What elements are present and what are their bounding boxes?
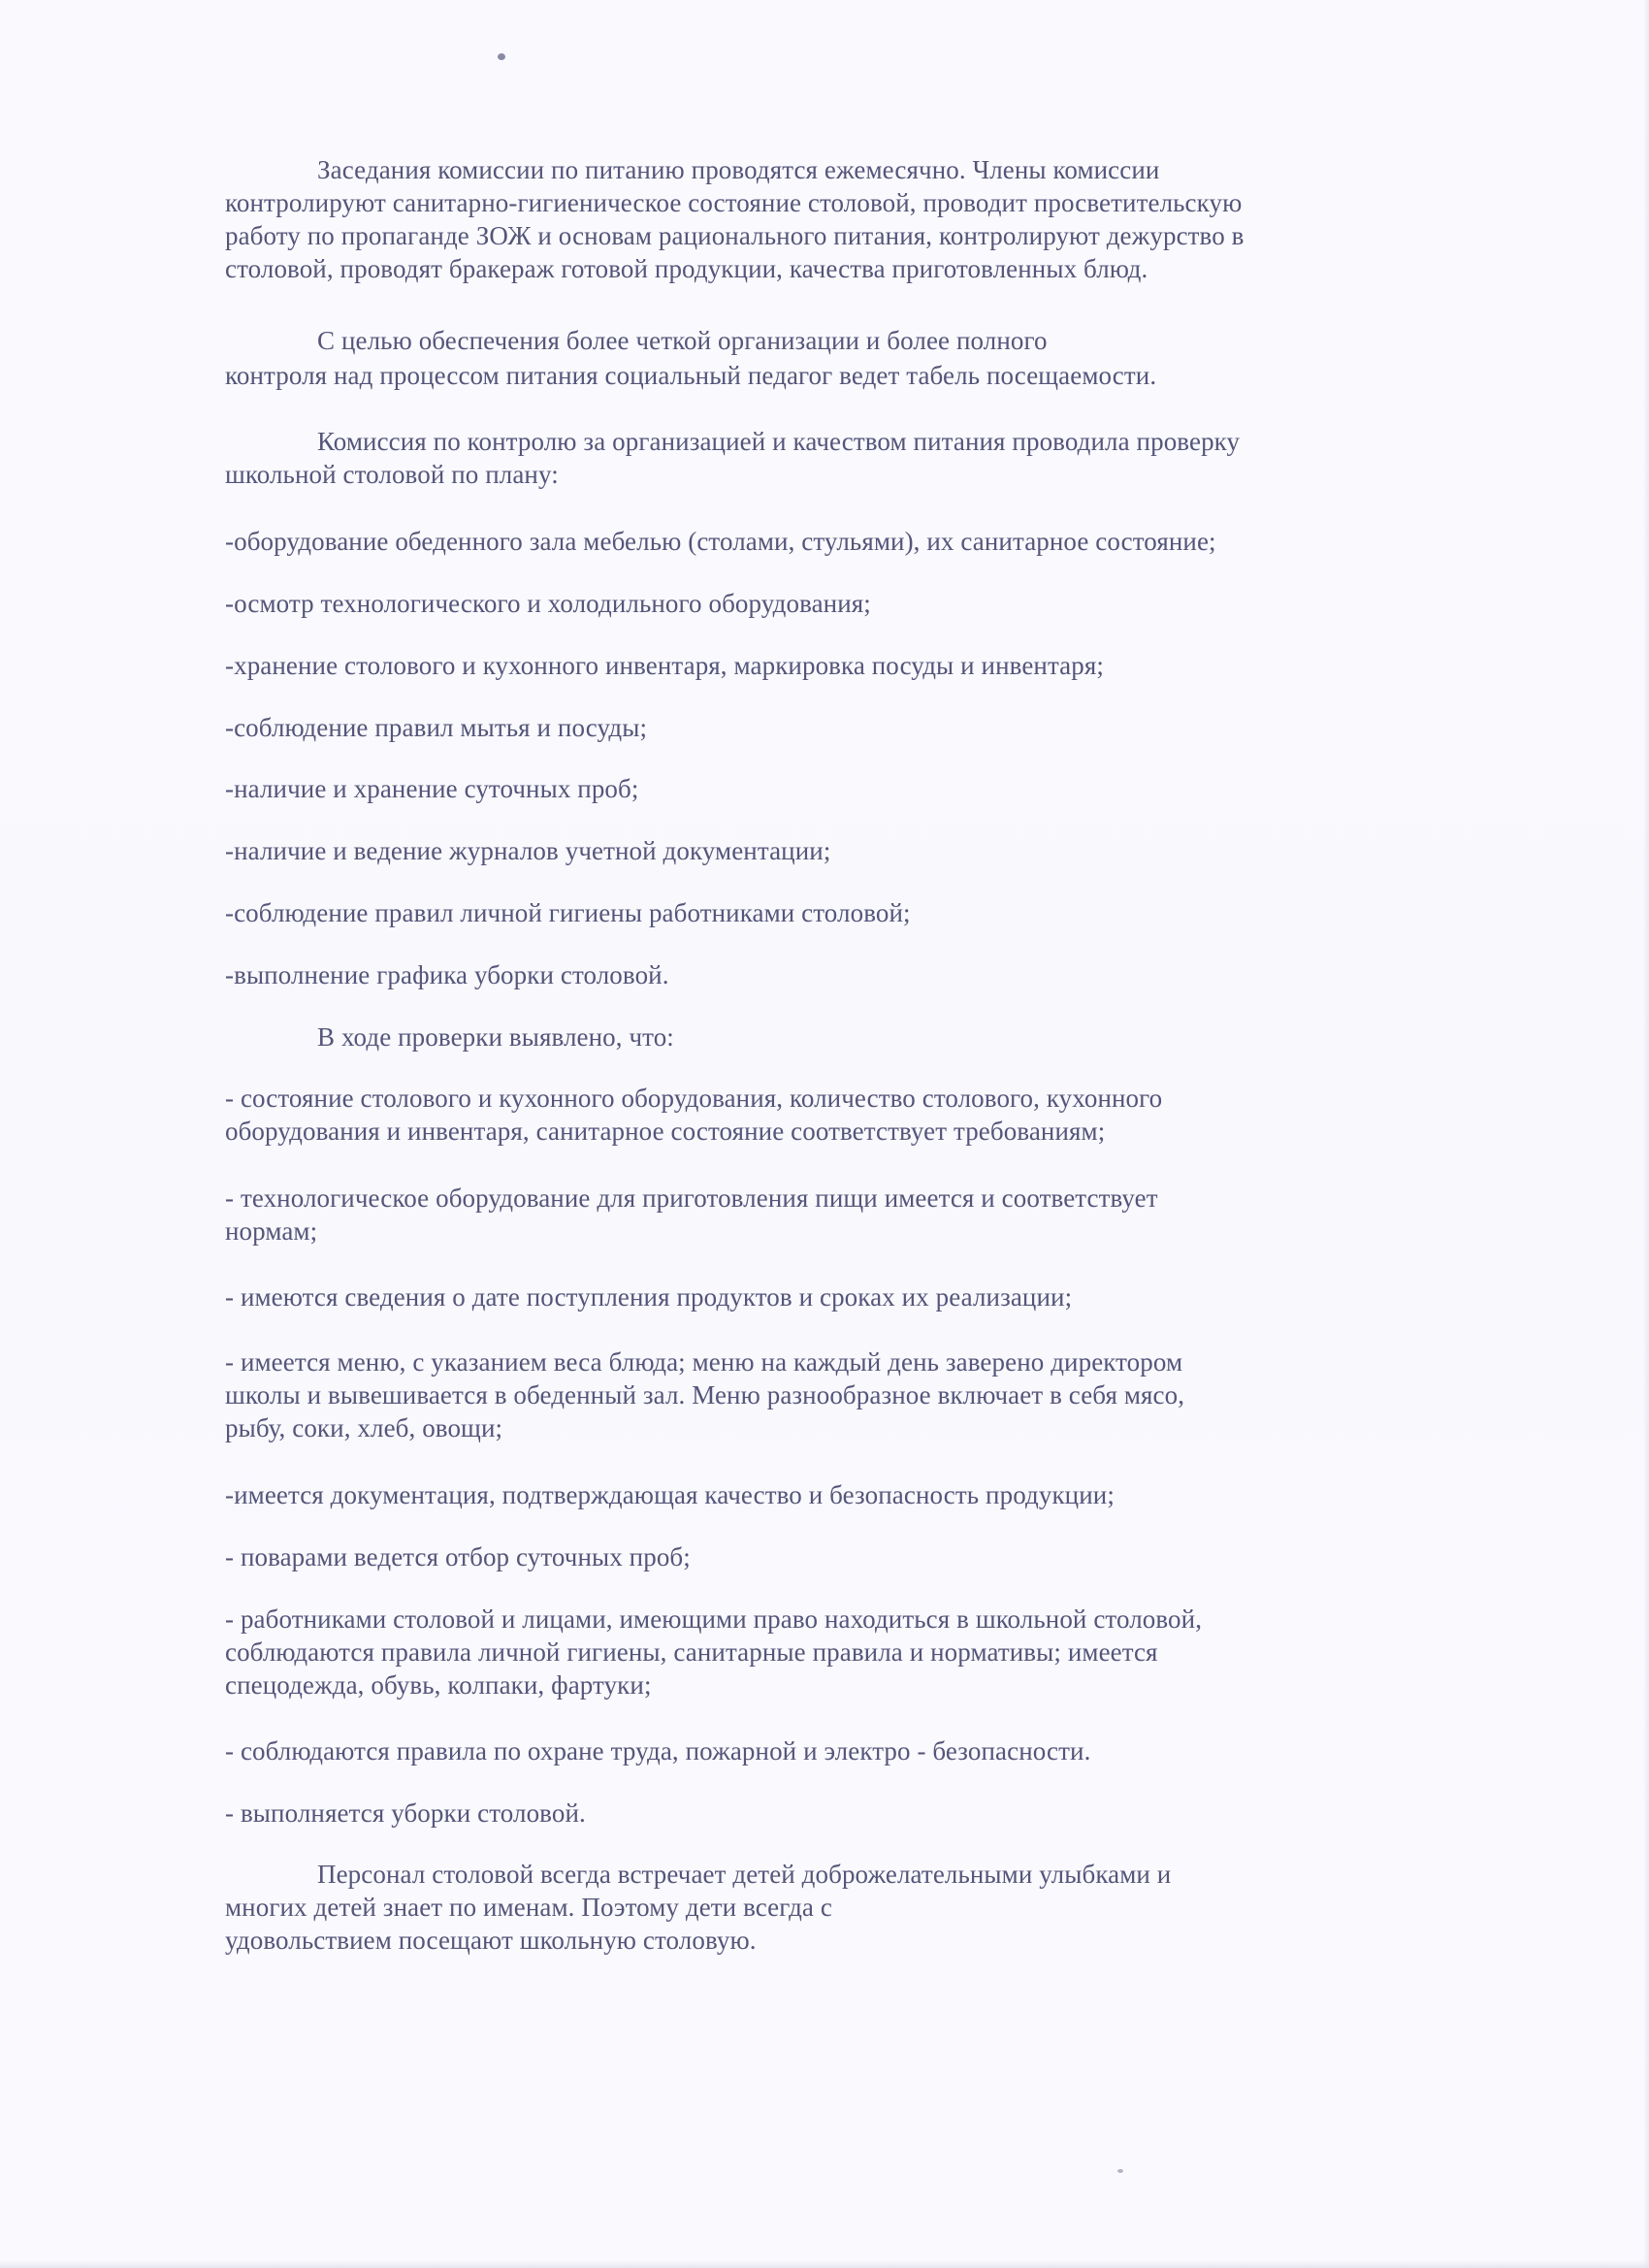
text-line: многих детей знает по именам. Поэтому дети всегда с xyxy=(225,1893,832,1922)
text-line: удовольствием посещают школьную столовую. xyxy=(225,1926,757,1955)
list-item: спецодежда, обувь, колпаки, фартуки; xyxy=(225,1670,652,1700)
page-edge-shadow xyxy=(0,2260,1649,2268)
list-item: -осмотр технологического и холодильного оборудования; xyxy=(225,589,871,618)
list-item: соблюдаются правила личной гигиены, санитарные правила и нормативы; имеется xyxy=(225,1637,1158,1667)
list-item: школы и вывешивается в обеденный зал. Меню разнообразное включает в себя мясо, xyxy=(225,1380,1185,1409)
list-item: - поварами ведется отбор суточных проб; xyxy=(225,1542,691,1571)
scan-speck xyxy=(1117,2169,1123,2173)
list-item: -соблюдение правил мытья и посуды; xyxy=(225,713,648,742)
list-item: -выполнение графика уборки столовой. xyxy=(225,960,669,989)
text-line: В ходе проверки выявлено, что: xyxy=(317,1022,674,1052)
text-line: Заседания комиссии по питанию проводятся ежемесячно. Члены комиссии xyxy=(317,155,1160,184)
text-line: школьной столовой по плану: xyxy=(225,460,559,489)
list-item: -оборудование обеденного зала мебелью (столами, стульями), их санитарное состояние; xyxy=(225,527,1216,556)
list-item: -хранение столового и кухонного инвентаря, маркировка посуды и инвентаря; xyxy=(225,651,1104,680)
list-item: -наличие и хранение суточных проб; xyxy=(225,774,639,803)
list-item: -имеется документация, подтверждающая качество и безопасность продукции; xyxy=(225,1480,1115,1509)
list-item: - технологическое оборудование для приготовления пищи имеется и соответствует xyxy=(225,1183,1158,1213)
list-item: рыбу, соки, хлеб, овощи; xyxy=(225,1413,503,1442)
text-line: работу по пропаганде ЗОЖ и основам рационального питания, контролируют дежурство в xyxy=(225,221,1245,250)
list-item: нормам; xyxy=(225,1216,318,1246)
scan-speck xyxy=(498,53,505,60)
text-line: контроля над процессом питания социальный педагог ведет табель посещаемости. xyxy=(225,361,1157,390)
text-line: контролируют санитарно-гигиеническое состояние столовой, проводит просветительскую xyxy=(225,188,1243,217)
list-item: - состояние столового и кухонного оборудования, количество столового, кухонного xyxy=(225,1084,1163,1113)
list-item: - работниками столовой и лицами, имеющими право находиться в школьной столовой, xyxy=(225,1604,1203,1634)
list-item: оборудования и инвентаря, санитарное состояние соответствует требованиям; xyxy=(225,1117,1106,1146)
list-item: - имеется меню, с указанием веса блюда; меню на каждый день заверено директором xyxy=(225,1347,1183,1377)
text-line: столовой, проводят бракераж готовой продукции, качества приготовленных блюд. xyxy=(225,254,1148,283)
list-item: -наличие и ведение журналов учетной документации; xyxy=(225,836,831,865)
list-item: - соблюдаются правила по охране труда, пожарной и электро - безопасности. xyxy=(225,1736,1091,1766)
text-line: Комиссия по контролю за организацией и качеством питания проводила проверку xyxy=(317,427,1241,456)
list-item: -соблюдение правил личной гигиены работниками столовой; xyxy=(225,898,911,927)
page-edge-shadow xyxy=(1643,0,1649,2268)
list-item: - имеются сведения о дате поступления продуктов и сроках их реализации; xyxy=(225,1282,1073,1312)
list-item: - выполняется уборки столовой. xyxy=(225,1798,586,1828)
text-line: С целью обеспечения более четкой организации и более полного xyxy=(317,326,1048,355)
text-line: Персонал столовой всегда встречает детей доброжелательными улыбками и xyxy=(317,1860,1172,1889)
